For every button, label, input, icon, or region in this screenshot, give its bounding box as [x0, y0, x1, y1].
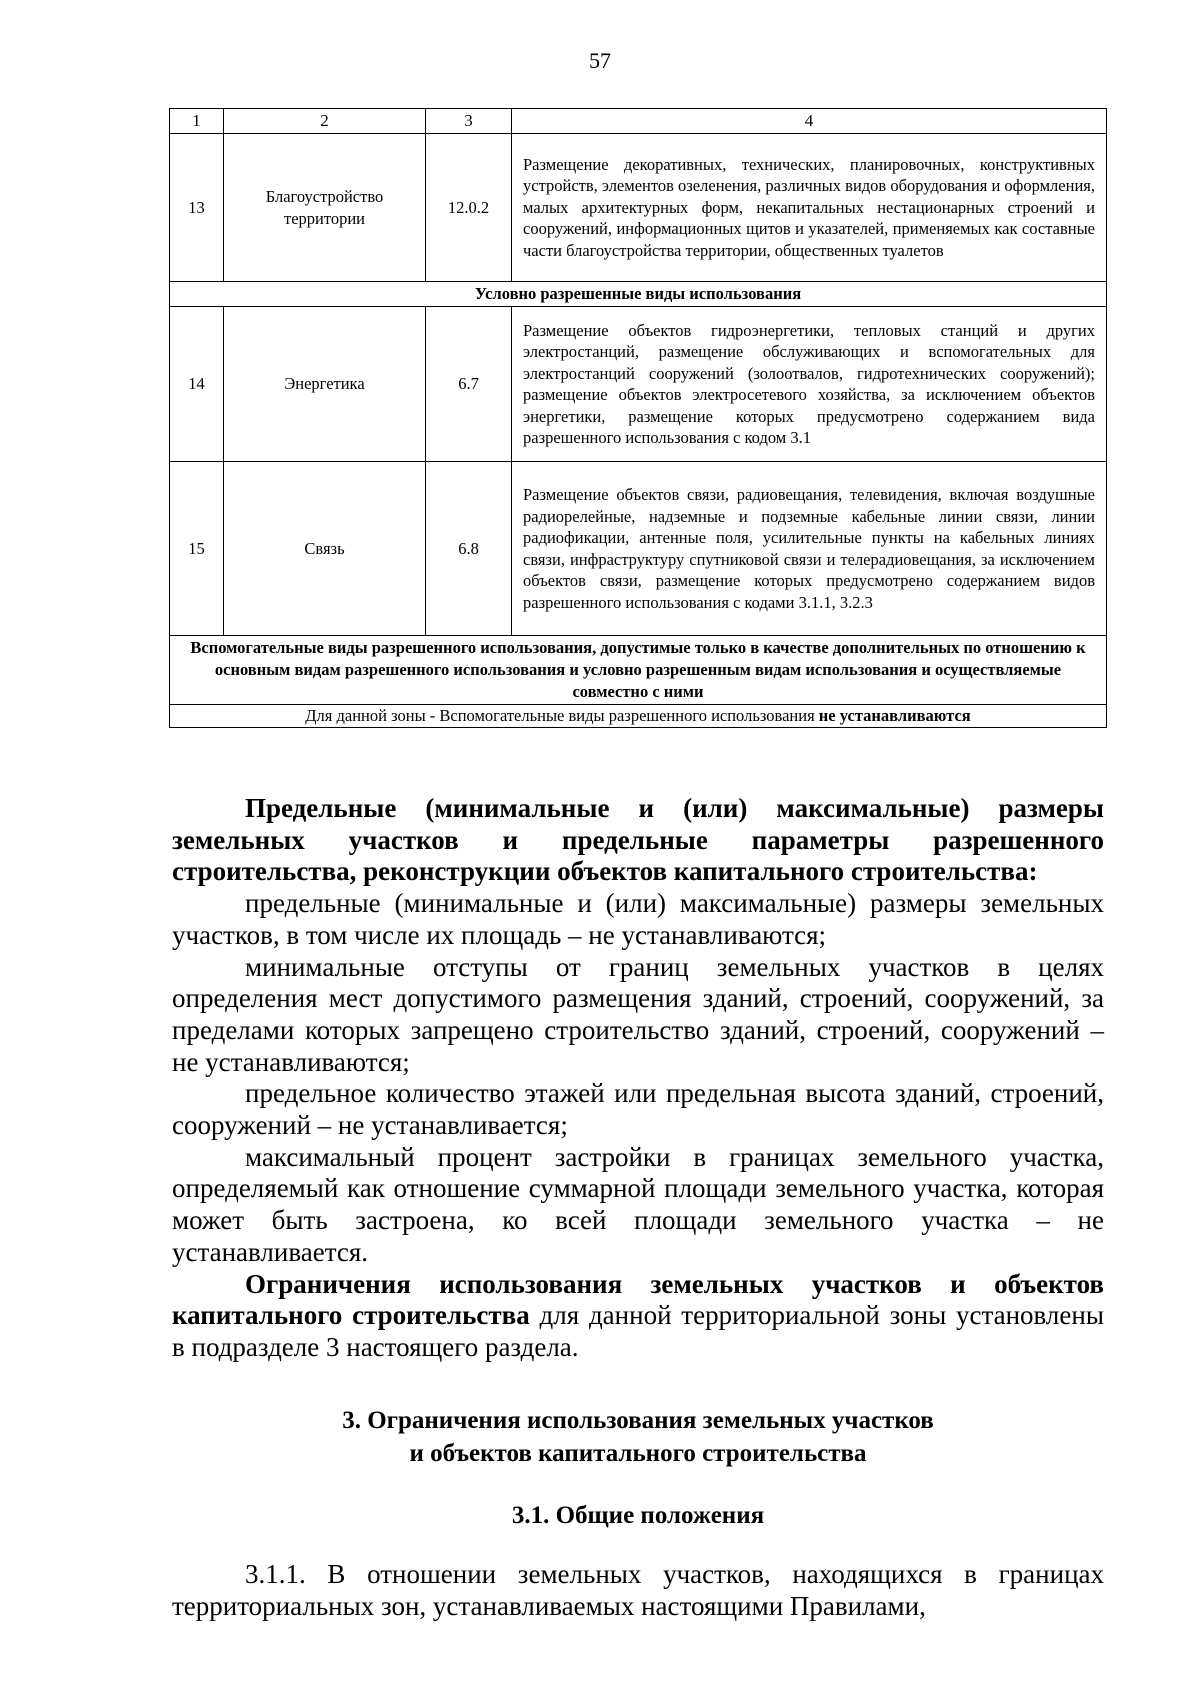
use-type-code: 12.0.2	[426, 134, 512, 282]
header-cell: 2	[224, 109, 426, 134]
use-type-name: Благоустройство территории	[224, 134, 426, 282]
row-number: 13	[170, 134, 224, 282]
use-type-name: Энергетика	[224, 307, 426, 462]
subsection-title: 3.1. Общие положения	[511, 1501, 765, 1529]
conditional-uses-header-row	[170, 282, 1107, 307]
paragraph: максимальный процент застройки в границах земельного участка, определяемый как отношение суммарной площади земельного участка, которая может быть застроена, ко всей площади земельного участка – не устанавливается.	[172, 1141, 1104, 1267]
paragraph: предельное количество этажей или предельная высота зданий, строений, сооружений – не устанавливается;	[172, 1078, 1104, 1141]
header-cell: 4	[512, 109, 1107, 134]
auxiliary-uses-note	[170, 705, 1107, 728]
header-cell: 1	[170, 109, 224, 134]
table-row	[170, 307, 1107, 462]
use-type-code: 6.8	[426, 462, 512, 636]
document-body	[172, 793, 1104, 1623]
paragraph	[172, 1269, 1104, 1364]
table-row	[170, 462, 1107, 636]
parameters-heading: Предельные (минимальные и (или) максимальные) размеры земельных участков и предельные параметры разрешенного строительства, реконструкции объектов капитального строительства:	[172, 793, 1104, 887]
paragraph: минимальные отступы от границ земельных участков в целях определения мест допустимого размещения зданий, строений, сооружений, за пределами которых запрещено строительство зданий, строений, сооружений – не устанавливаются;	[172, 951, 1104, 1077]
row-number: 15	[170, 462, 224, 636]
header-cell: 3	[426, 109, 512, 134]
table-header-row	[170, 109, 1107, 134]
use-type-description: Размещение декоративных, технических, планировочных, конструктивных устройств, элементов озеленения, различных видов оборудования и оформления, малых архитектурных форм, некапитальных нестационарных строений и сооружений, информационных щитов и указателей, применяемых как составные части благоустройства территории, общественных туалетов	[512, 134, 1107, 282]
row-number: 14	[170, 307, 224, 462]
paragraph-bold-lead: Ограничения использования земельных участков и объектов капитального строительства	[172, 1268, 1104, 1331]
section-title-line: 3. Ограничения использования земельных участков	[342, 1406, 934, 1434]
paragraph: 3.1.1. В отношении земельных участков, находящихся в границах территориальных зон, устанавливаемых настоящими Правилами,	[172, 1559, 1104, 1622]
note-bold-text: не устанавливаются	[818, 706, 971, 726]
section-title	[172, 1404, 1104, 1470]
land-use-table	[169, 108, 1107, 728]
auxiliary-uses-note-row	[170, 705, 1107, 728]
use-type-name: Связь	[224, 462, 426, 636]
page-number: 57	[589, 48, 611, 73]
table-row	[170, 134, 1107, 282]
note-text: Для данной зоны - Вспомогательные виды разрешенного использования	[305, 706, 819, 726]
auxiliary-uses-header-row	[170, 636, 1107, 705]
auxiliary-uses-header: Вспомогательные виды разрешенного использования, допустимые только в качестве дополнительных по отношению к основным видам разрешенного использования и условно разрешенным видам использования и осуществляемые совместно с ними	[170, 636, 1107, 705]
section-title-line: и объектов капитального строительства	[409, 1439, 867, 1467]
paragraph: предельные (минимальные и (или) максимальные) размеры земельных участков, в том числе их площадь – не устанавливаются;	[172, 888, 1104, 950]
use-type-description: Размещение объектов гидроэнергетики, тепловых станций и других электростанций, размещение обслуживающих и вспомогательных для электростанций сооружений (золоотвалов, гидротехнических сооружений); размещение объектов электросетевого хозяйства, за исключением объектов энергетики, размещение которых предусмотрено содержанием вида разрешенного использования с кодом 3.1	[512, 307, 1107, 462]
paragraph-rest: для данной территориальной зоны установлены в подразделе 3 настоящего раздела.	[172, 1300, 1104, 1362]
conditional-uses-header: Условно разрешенные виды использования	[170, 282, 1107, 307]
use-type-code: 6.7	[426, 307, 512, 462]
use-type-description: Размещение объектов связи, радиовещания, телевидения, включая воздушные радиорелейные, надземные и подземные кабельные линии связи, линии радиофикации, антенные поля, усилительные пункты на кабельных линиях связи, инфраструктуру спутниковой связи и телерадиовещания, за исключением объектов связи, размещение которых предусмотрено содержанием видов разрешенного использования с кодами 3.1.1, 3.2.3	[512, 462, 1107, 636]
